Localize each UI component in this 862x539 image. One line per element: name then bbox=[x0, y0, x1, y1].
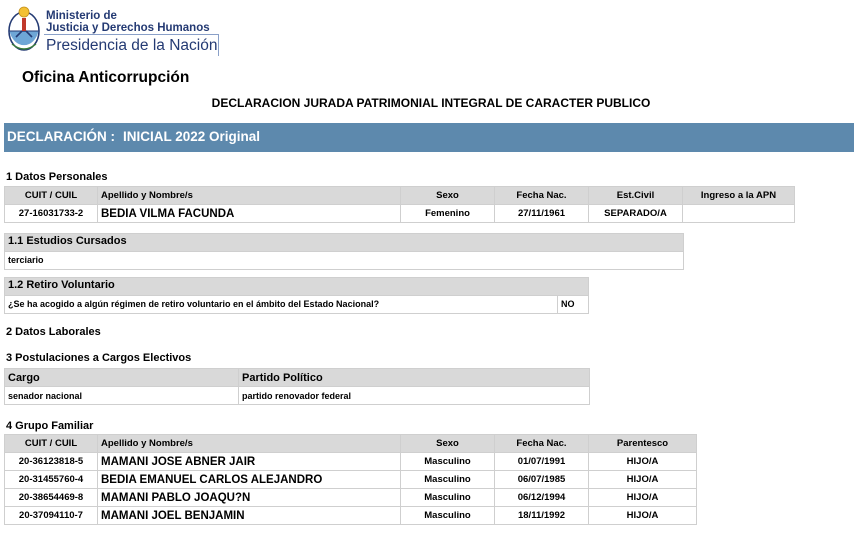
header-apn: Ingreso a la APN bbox=[683, 187, 795, 205]
ministry-name: Ministerio de Justicia y Derechos Humanos bbox=[46, 10, 210, 34]
family-relation: HIJO/A bbox=[589, 507, 697, 525]
section-family-title: 4 Grupo Familiar bbox=[6, 420, 94, 432]
office-title: Oficina Anticorrupción bbox=[22, 69, 190, 86]
header-name: Apellido y Nombre/s bbox=[98, 187, 401, 205]
family-relation: HIJO/A bbox=[589, 489, 697, 507]
declaration-label: DECLARACIÓN : bbox=[7, 129, 115, 144]
ministry-logo bbox=[6, 4, 218, 62]
elective-cargo: senador nacional bbox=[5, 387, 239, 405]
header-partido: Partido Político bbox=[239, 369, 590, 387]
family-birth: 01/07/1991 bbox=[495, 453, 589, 471]
family-cuit: 20-31455760-4 bbox=[5, 471, 98, 489]
section-personal-title: 1 Datos Personales bbox=[6, 171, 108, 183]
table-row bbox=[5, 507, 697, 525]
family-sex: Masculino bbox=[401, 507, 495, 525]
family-cuit: 20-37094110-7 bbox=[5, 507, 98, 525]
section-elective-title: 3 Postulaciones a Cargos Electivos bbox=[6, 352, 192, 364]
header-family-birth: Fecha Nac. bbox=[495, 435, 589, 453]
family-name: MAMANI JOEL BENJAMIN bbox=[98, 507, 401, 525]
family-sex: Masculino bbox=[401, 471, 495, 489]
header-civil: Est.Civil bbox=[589, 187, 683, 205]
elective-table bbox=[4, 368, 590, 405]
studies-box bbox=[4, 233, 684, 270]
personal-name: BEDIA VILMA FACUNDA bbox=[98, 205, 401, 223]
table-row bbox=[5, 453, 697, 471]
family-name: MAMANI JOSE ABNER JAIR bbox=[98, 453, 401, 471]
personal-civil: SEPARADO/A bbox=[589, 205, 683, 223]
family-table bbox=[4, 434, 697, 525]
document-title: DECLARACION JURADA PATRIMONIAL INTEGRAL DE CARACTER PUBLICO bbox=[211, 96, 651, 110]
header-sex: Sexo bbox=[401, 187, 495, 205]
retirement-question: ¿Se ha acogido a algún régimen de retiro voluntario en el ámbito del Estado Nacional? bbox=[5, 296, 558, 313]
family-name: MAMANI PABLO JOAQU?N bbox=[98, 489, 401, 507]
personal-data-table bbox=[4, 186, 795, 223]
header-family-sex: Sexo bbox=[401, 435, 495, 453]
family-name: BEDIA EMANUEL CARLOS ALEJANDRO bbox=[98, 471, 401, 489]
section-studies-title: 1.1 Estudios Cursados bbox=[5, 234, 683, 251]
personal-cuit: 27-16031733-2 bbox=[5, 205, 98, 223]
declaration-banner bbox=[4, 123, 854, 152]
family-birth: 18/11/1992 bbox=[495, 507, 589, 525]
section-retirement-title: 1.2 Retiro Voluntario bbox=[5, 278, 588, 295]
logo-divider-vertical bbox=[218, 34, 219, 56]
retirement-row bbox=[5, 295, 588, 313]
family-birth: 06/07/1985 bbox=[495, 471, 589, 489]
section-labor-title: 2 Datos Laborales bbox=[6, 326, 101, 338]
family-cuit: 20-36123818-5 bbox=[5, 453, 98, 471]
family-relation: HIJO/A bbox=[589, 471, 697, 489]
declaration-value: INICIAL 2022 Original bbox=[123, 129, 261, 144]
family-sex: Masculino bbox=[401, 489, 495, 507]
header-family-name: Apellido y Nombre/s bbox=[98, 435, 401, 453]
studies-value: terciario bbox=[5, 251, 683, 269]
presidency-label: Presidencia de la Nación bbox=[46, 37, 218, 54]
header-birth: Fecha Nac. bbox=[495, 187, 589, 205]
header-family-cuit: CUIT / CUIL bbox=[5, 435, 98, 453]
header-family-relation: Parentesco bbox=[589, 435, 697, 453]
family-cuit: 20-38654469-8 bbox=[5, 489, 98, 507]
national-seal-icon bbox=[6, 4, 42, 56]
personal-apn bbox=[683, 205, 795, 223]
retirement-answer: NO bbox=[561, 299, 575, 309]
table-row bbox=[5, 471, 697, 489]
table-row bbox=[5, 489, 697, 507]
family-relation: HIJO/A bbox=[589, 453, 697, 471]
family-birth: 06/12/1994 bbox=[495, 489, 589, 507]
personal-birth: 27/11/1961 bbox=[495, 205, 589, 223]
family-sex: Masculino bbox=[401, 453, 495, 471]
personal-sex: Femenino bbox=[401, 205, 495, 223]
header-cuit: CUIT / CUIL bbox=[5, 187, 98, 205]
retirement-box bbox=[4, 277, 589, 314]
header-cargo: Cargo bbox=[5, 369, 239, 387]
logo-divider bbox=[44, 34, 219, 35]
elective-partido: partido renovador federal bbox=[239, 387, 590, 405]
